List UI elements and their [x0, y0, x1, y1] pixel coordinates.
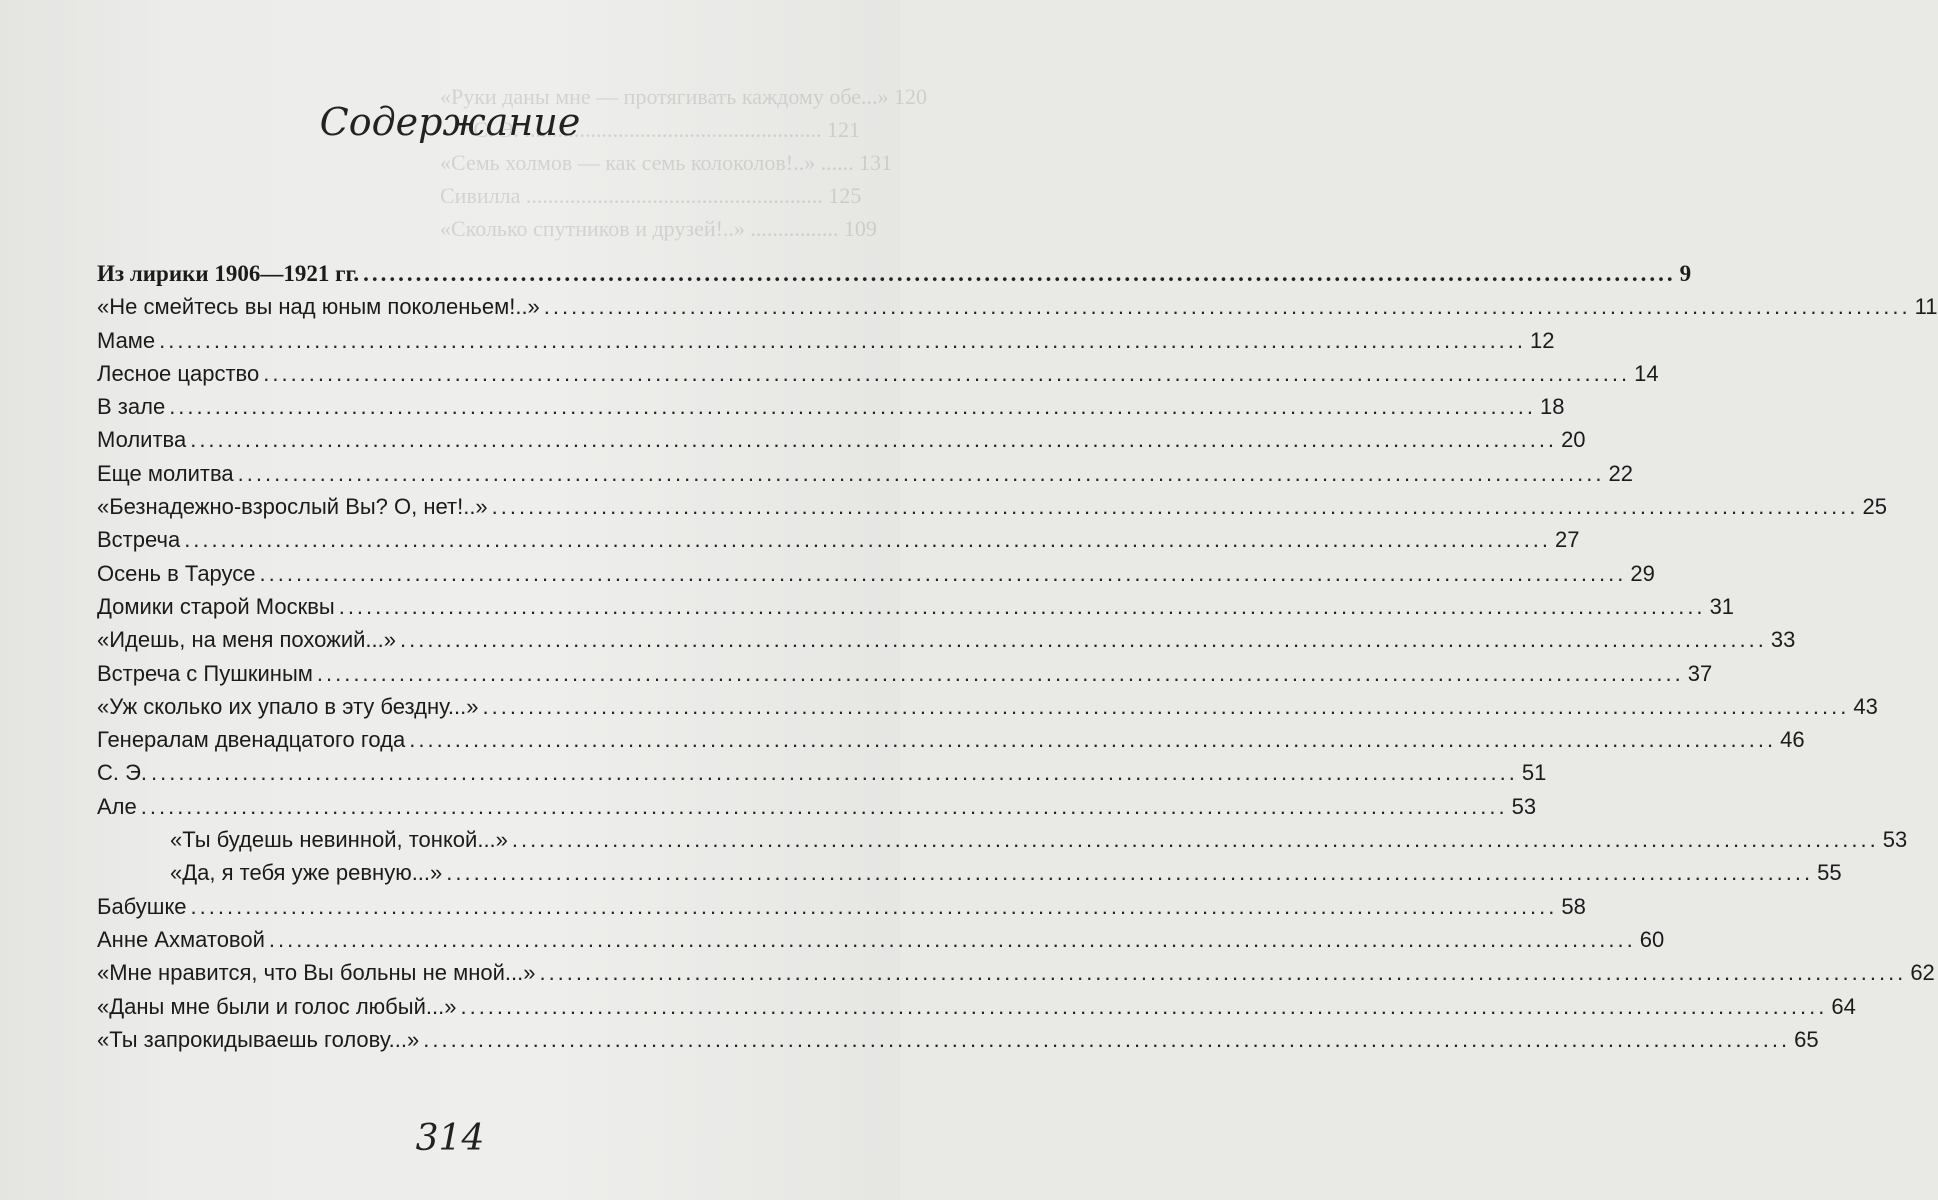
dot-leader	[409, 723, 1776, 756]
dot-leader	[263, 357, 1630, 390]
dot-leader	[423, 1023, 1790, 1056]
toc-entry	[97, 657, 1713, 690]
dot-leader	[191, 890, 1558, 923]
toc-entry-page: 18	[1540, 394, 1565, 420]
toc-entry-title: Але	[97, 793, 137, 819]
dot-leader	[238, 457, 1605, 490]
toc-entry-page: 53	[1511, 793, 1537, 819]
toc-entry-title: «Идешь, на меня похожий...»	[97, 627, 396, 653]
dot-leader	[339, 590, 1706, 623]
toc-entry-page: 64	[1831, 993, 1856, 1019]
dot-leader	[184, 523, 1551, 556]
toc-entry-page: 14	[1634, 360, 1659, 386]
toc-entry-title: Анне Ахматовой	[97, 926, 265, 952]
toc-entry	[97, 290, 1938, 323]
dot-leader	[159, 324, 1526, 357]
dot-leader	[141, 790, 1508, 823]
toc-entry	[97, 956, 1935, 989]
dot-leader	[317, 657, 1684, 690]
show-through-text: «Руки даны мне — протягивать каждому обе...» 120 С. Э. ...................................................... 121 «Семь холмов — как семь колоколов!..» ...... 131 Сивилла ...................................................... 125 «Сколько спутников и друзей!..» ................ 109	[440, 84, 928, 241]
dot-leader	[363, 257, 1676, 290]
dot-leader	[400, 623, 1767, 656]
toc-entry-page: 22	[1608, 460, 1633, 486]
toc-entry-title: Встреча с Пушкиным	[97, 660, 313, 686]
toc-entry-title: Осень в Тарусе	[97, 560, 256, 586]
toc-entry	[97, 590, 1735, 623]
toc-entry-page: 11	[1914, 294, 1938, 320]
dot-leader	[190, 423, 1557, 456]
dot-leader	[269, 923, 1636, 956]
dot-leader	[260, 557, 1627, 590]
toc-entry-page: 65	[1794, 1026, 1819, 1052]
toc-entry	[97, 423, 1586, 456]
dot-leader	[539, 956, 1906, 989]
contents-heading: Содержание	[319, 100, 581, 144]
toc-entry	[97, 890, 1586, 923]
toc-entry	[97, 723, 1805, 756]
toc-entry-page: 20	[1561, 427, 1586, 453]
toc-entry	[97, 1023, 1819, 1056]
dot-leader	[512, 823, 1879, 856]
toc-entry	[97, 523, 1580, 556]
toc-entry-title: Лесное царство	[97, 360, 260, 386]
toc-entry-title: С. Э.	[97, 760, 148, 786]
toc-entry-title: Еще молитва	[97, 460, 234, 486]
toc-entry-title: «Да, я тебя уже ревную...»	[170, 860, 443, 886]
toc-entry-page: 58	[1561, 893, 1586, 919]
toc-entry-page: 31	[1709, 593, 1735, 619]
toc-entry-page: 33	[1770, 627, 1796, 653]
toc-entry	[97, 557, 1655, 590]
toc-subentry	[97, 823, 1908, 856]
toc-entry	[97, 690, 1878, 723]
toc-entry-title: Домики старой Москвы	[97, 593, 335, 619]
dot-leader	[169, 390, 1536, 423]
toc-entry-title: Генералам двенадцатого года	[97, 727, 406, 753]
toc-entry	[97, 457, 1633, 490]
toc-entry-title: Маме	[97, 327, 156, 353]
toc-entry-page: 27	[1555, 527, 1580, 553]
toc-subentry	[97, 856, 1842, 889]
toc-entry	[97, 390, 1565, 423]
toc-entry	[97, 490, 1888, 523]
dot-leader	[482, 690, 1849, 723]
toc-entry-page: 12	[1530, 327, 1555, 353]
dot-leader	[460, 990, 1827, 1023]
toc-entry-title: «Даны мне были и голос любый...»	[97, 993, 457, 1019]
toc-entry-page: 53	[1882, 827, 1908, 853]
dot-leader	[492, 490, 1859, 523]
toc-entry-title: В зале	[97, 394, 166, 420]
toc-entry	[97, 923, 1665, 956]
toc-entry-page: 37	[1687, 660, 1713, 686]
toc-entry-title: Бабушке	[97, 893, 187, 919]
toc-entry-title: «Не смейтесь вы над юным поколеньем!..»	[97, 294, 540, 320]
toc-entry-page: 9	[1679, 261, 1692, 286]
toc-entry-title: «Ты запрокидываешь голову...»	[97, 1026, 420, 1052]
toc-entry-page: 55	[1817, 860, 1842, 886]
toc-entry	[97, 790, 1537, 823]
toc-entry-page: 25	[1862, 494, 1888, 520]
toc-entry-page: 46	[1780, 727, 1805, 753]
toc-entry-title: «Мне нравится, что Вы больны не мной...»	[97, 960, 536, 986]
toc-entry-page: 51	[1521, 760, 1547, 786]
toc-entry-title: «Ты будешь невинной, тонкой...»	[170, 827, 508, 853]
toc-entry	[97, 756, 1547, 789]
dot-leader	[446, 856, 1813, 889]
toc-entry-page: 60	[1639, 926, 1665, 952]
dot-leader	[544, 290, 1911, 323]
toc-entry	[97, 357, 1659, 390]
dot-leader	[151, 756, 1518, 789]
page-number: 314	[415, 1118, 485, 1159]
toc-entry-title: «Безнадежно-взрослый Вы? О, нет!..»	[97, 494, 488, 520]
toc-entry-title: Молитва	[97, 427, 187, 453]
table-of-contents	[97, 257, 1938, 1056]
toc-entry	[97, 623, 1796, 656]
toc-entry	[97, 257, 1692, 290]
toc-entry	[97, 324, 1555, 357]
toc-entry-title: Встреча	[97, 527, 181, 553]
toc-entry-page: 43	[1853, 693, 1878, 719]
toc-entry-page: 29	[1630, 560, 1655, 586]
toc-entry-page: 62	[1910, 960, 1935, 986]
toc-entry-title: «Уж сколько их упало в эту бездну...»	[97, 693, 479, 719]
toc-entry-title: Из лирики 1906—1921 гг.	[97, 261, 360, 286]
toc-entry	[97, 990, 1856, 1023]
